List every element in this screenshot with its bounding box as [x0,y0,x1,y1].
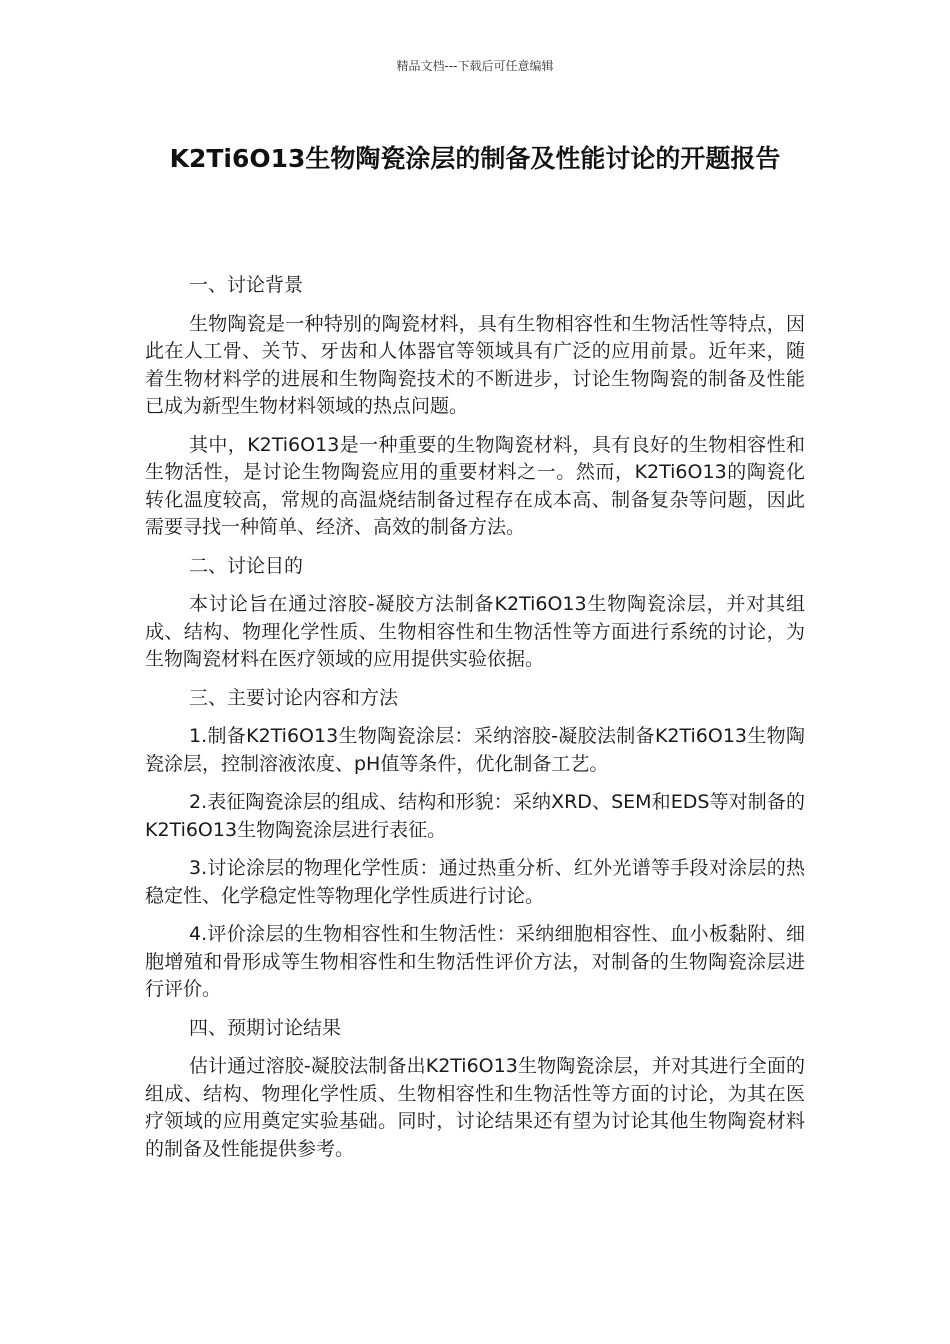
document-body [145,272,805,1174]
paragraph: 4.评价涂层的生物相容性和生物活性：采纳细胞相容性、血小板黏附、细胞增殖和骨形成等生物相容性和生物活性评价方法，对制备的生物陶瓷涂层进行评价。 [145,923,805,1000]
paragraph: 其中，K2Ti6O13是一种重要的生物陶瓷材料，具有良好的生物相容性和生物活性，是讨论生物陶瓷应用的重要材料之一。然而，K2Ti6O13的陶瓷化转化温度较高，常规的高温烧结制备过程存在成本高、制备复杂等问题，因此需要寻找一种简单、经济、高效的制备方法。 [145,433,805,538]
paragraph: 本讨论旨在通过溶胶-凝胶方法制备K2Ti6O13生物陶瓷涂层，并对其组成、结构、物理化学性质、生物相容性和生物活性等方面进行系统的讨论，为生物陶瓷材料在医疗领域的应用提供实验依据。 [145,593,805,670]
section-expected-results [145,1015,805,1164]
section-heading: 四、预期讨论结果 [189,1016,342,1039]
paragraph: 生物陶瓷是一种特别的陶瓷材料，具有生物相容性和生物活性等特点，因此在人工骨、关节、牙齿和人体器官等领域具有广泛的应用前景。近年来，随着生物材料学的进展和生物陶瓷技术的不断进步，讨论生物陶瓷的制备及性能已成为新型生物材料领域的热点问题。 [145,312,805,417]
section-purpose [145,553,805,674]
paragraph: 3.讨论涂层的物理化学性质：通过热重分析、红外光谱等手段对涂层的热稳定性、化学稳定性等物理化学性质进行讨论。 [145,857,805,907]
section-background [145,272,805,542]
paragraph: 2.表征陶瓷涂层的组成、结构和形貌：采纳XRD、SEM和EDS等对制备的K2Ti6O13生物陶瓷涂层进行表征。 [145,791,805,841]
section-content-methods [145,685,805,1004]
paragraph: 1.制备K2Ti6O13生物陶瓷涂层：采纳溶胶-凝胶法制备K2Ti6O13生物陶瓷涂层，控制溶液浓度、pH值等条件，优化制备工艺。 [145,725,805,775]
section-heading: 二、讨论目的 [189,554,304,577]
page-header: 精品文档---下载后可任意编辑 [396,59,554,73]
section-heading: 一、讨论背景 [189,274,304,296]
document-title: K2Ti6O13生物陶瓷涂层的制备及性能讨论的开题报告 [169,144,781,173]
section-heading: 三、主要讨论内容和方法 [189,686,399,709]
paragraph: 估计通过溶胶-凝胶法制备出K2Ti6O13生物陶瓷涂层，并对其进行全面的组成、结构、物理化学性质、生物相容性和生物活性等方面的讨论，为其在医疗领域的应用奠定实验基础。同时，讨论结果还有望为讨论其他生物陶瓷材料的制备及性能提供参考。 [145,1055,805,1160]
